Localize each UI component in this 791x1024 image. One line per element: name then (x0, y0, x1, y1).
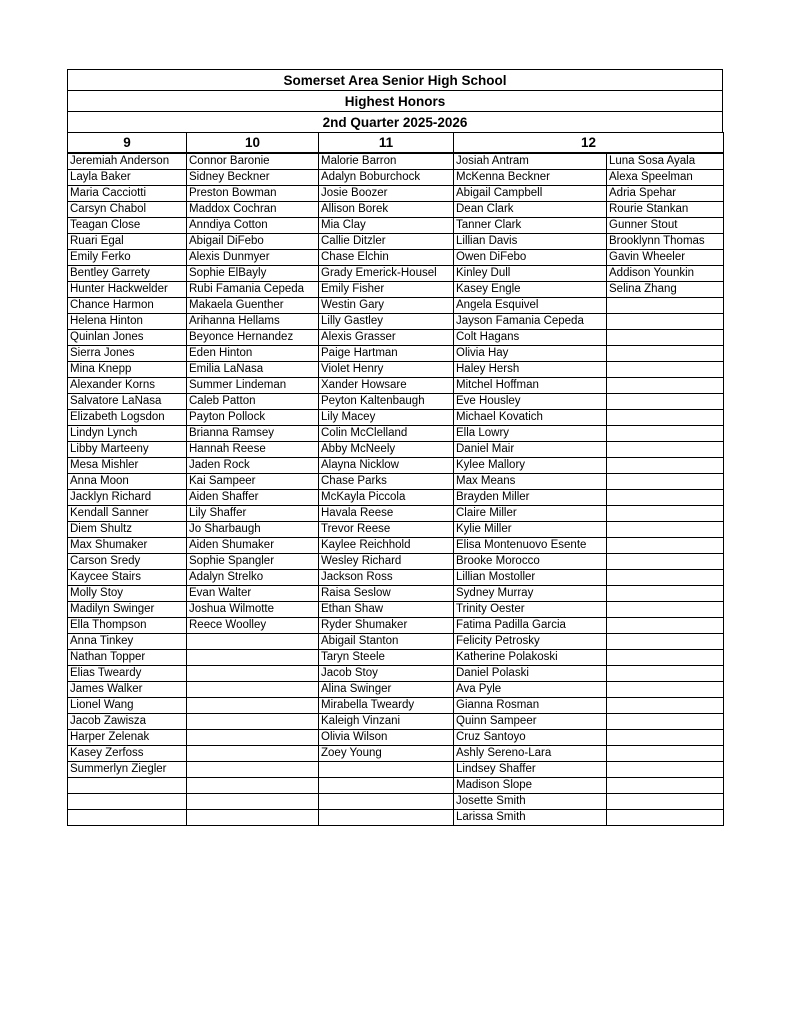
grade-12-student: Claire Miller (454, 505, 607, 521)
empty-cell (187, 809, 319, 825)
grade-9-student: Max Shumaker (68, 537, 187, 553)
grade-11-student: Malorie Barron (319, 153, 454, 170)
grade-11-header: 11 (319, 133, 454, 153)
grade-12-student: Fatima Padilla Garcia (454, 617, 607, 633)
grade-12-student: Brooke Morocco (454, 553, 607, 569)
grade-12-student: Alexa Speelman (607, 169, 724, 185)
grade-11-student: Mia Clay (319, 217, 454, 233)
grade-12-student: Rourie Stankan (607, 201, 724, 217)
table-row (68, 681, 724, 697)
table-row (68, 729, 724, 745)
grade-12-student: Felicity Petrosky (454, 633, 607, 649)
empty-cell (607, 633, 724, 649)
grade-11-student: Violet Henry (319, 361, 454, 377)
empty-cell (607, 697, 724, 713)
grade-9-student: Carsyn Chabol (68, 201, 187, 217)
grade-11-student: Adalyn Boburchock (319, 169, 454, 185)
grade-11-student: Westin Gary (319, 297, 454, 313)
grade-12-student: Tanner Clark (454, 217, 607, 233)
grade-9-student: Salvatore LaNasa (68, 393, 187, 409)
grade-11-student: Havala Reese (319, 505, 454, 521)
term-title: 2nd Quarter 2025-2026 (67, 111, 723, 132)
table-row (68, 697, 724, 713)
grade-12-student: Haley Hersh (454, 361, 607, 377)
grade-12-student: Trinity Oester (454, 601, 607, 617)
table-row (68, 793, 724, 809)
grade-11-student: Colin McClelland (319, 425, 454, 441)
grade-12-student: Adria Spehar (607, 185, 724, 201)
grade-10-student: Preston Bowman (187, 185, 319, 201)
grade-11-student: Ryder Shumaker (319, 617, 454, 633)
grade-10-student: Jaden Rock (187, 457, 319, 473)
grade-10-student: Sidney Beckner (187, 169, 319, 185)
grade-12-student: Josiah Antram (454, 153, 607, 170)
empty-cell (68, 793, 187, 809)
empty-cell (187, 681, 319, 697)
table-row (68, 473, 724, 489)
table-row (68, 345, 724, 361)
grade-12-student: Gavin Wheeler (607, 249, 724, 265)
grade-10-student: Payton Pollock (187, 409, 319, 425)
grade-12-student: Abigail Campbell (454, 185, 607, 201)
empty-cell (607, 601, 724, 617)
table-row (68, 329, 724, 345)
grade-12-student: Lillian Mostoller (454, 569, 607, 585)
empty-cell (607, 617, 724, 633)
grade-12-student: Colt Hagans (454, 329, 607, 345)
table-row (68, 409, 724, 425)
honor-roll-table (67, 132, 724, 826)
grade-12-student: Olivia Hay (454, 345, 607, 361)
table-row (68, 185, 724, 201)
grade-10-student: Sophie ElBayly (187, 265, 319, 281)
empty-cell (187, 665, 319, 681)
grade-12-student: Kylie Miller (454, 521, 607, 537)
grade-12-student: Gunner Stout (607, 217, 724, 233)
grade-10-student: Connor Baronie (187, 153, 319, 170)
empty-cell (187, 697, 319, 713)
empty-cell (319, 777, 454, 793)
grade-11-student: Jacob Stoy (319, 665, 454, 681)
grade-12-student: Owen DiFebo (454, 249, 607, 265)
table-row (68, 361, 724, 377)
grade-11-student: Wesley Richard (319, 553, 454, 569)
grade-11-student: Grady Emerick-Housel (319, 265, 454, 281)
empty-cell (607, 665, 724, 681)
grade-12-student: Daniel Polaski (454, 665, 607, 681)
grade-12-student: Max Means (454, 473, 607, 489)
empty-cell (187, 793, 319, 809)
empty-cell (607, 793, 724, 809)
grade-11-student: Jackson Ross (319, 569, 454, 585)
grade-11-student: Kaylee Reichhold (319, 537, 454, 553)
empty-cell (607, 537, 724, 553)
empty-cell (607, 729, 724, 745)
empty-cell (607, 377, 724, 393)
empty-cell (607, 649, 724, 665)
grade-12-student: Daniel Mair (454, 441, 607, 457)
grade-9-student: Teagan Close (68, 217, 187, 233)
grade-12-student: Mitchel Hoffman (454, 377, 607, 393)
empty-cell (607, 553, 724, 569)
grade-9-student: Anna Tinkey (68, 633, 187, 649)
grade-12-student: Elisa Montenuovo Esente (454, 537, 607, 553)
grade-9-student: Layla Baker (68, 169, 187, 185)
grade-9-student: Anna Moon (68, 473, 187, 489)
grade-12-student: Katherine Polakoski (454, 649, 607, 665)
grade-12-student: Josette Smith (454, 793, 607, 809)
empty-cell (319, 793, 454, 809)
grade-12-student: Lillian Davis (454, 233, 607, 249)
grade-10-student: Brianna Ramsey (187, 425, 319, 441)
grade-12-student: Kinley Dull (454, 265, 607, 281)
empty-cell (607, 441, 724, 457)
grade-11-student: Olivia Wilson (319, 729, 454, 745)
grade-12-student: Kylee Mallory (454, 457, 607, 473)
empty-cell (607, 809, 724, 825)
table-row (68, 281, 724, 297)
grade-10-student: Maddox Cochran (187, 201, 319, 217)
grade-11-student: McKayla Piccola (319, 489, 454, 505)
table-row (68, 169, 724, 185)
grade-9-student: Quinlan Jones (68, 329, 187, 345)
grade-9-student: Elizabeth Logsdon (68, 409, 187, 425)
table-row (68, 777, 724, 793)
grade-9-student: Ruari Egal (68, 233, 187, 249)
empty-cell (187, 649, 319, 665)
empty-cell (607, 329, 724, 345)
empty-cell (607, 345, 724, 361)
grade-10-header: 10 (187, 133, 319, 153)
grade-12-student: Dean Clark (454, 201, 607, 217)
empty-cell (319, 761, 454, 777)
empty-cell (607, 505, 724, 521)
grade-12-student: Quinn Sampeer (454, 713, 607, 729)
empty-cell (607, 409, 724, 425)
grade-10-student: Caleb Patton (187, 393, 319, 409)
table-row (68, 745, 724, 761)
grade-9-student: Alexander Korns (68, 377, 187, 393)
grade-9-student: Nathan Topper (68, 649, 187, 665)
grade-11-student: Mirabella Tweardy (319, 697, 454, 713)
grade-12-student: Ava Pyle (454, 681, 607, 697)
grade-10-student: Adalyn Strelko (187, 569, 319, 585)
empty-cell (68, 809, 187, 825)
grade-9-student: Hunter Hackwelder (68, 281, 187, 297)
grade-10-student: Makaela Guenther (187, 297, 319, 313)
grade-11-student: Chase Elchin (319, 249, 454, 265)
grade-9-student: Ella Thompson (68, 617, 187, 633)
grade-12-student: McKenna Beckner (454, 169, 607, 185)
empty-cell (607, 473, 724, 489)
grade-12-student: Larissa Smith (454, 809, 607, 825)
grade-10-student: Jo Sharbaugh (187, 521, 319, 537)
grade-12-student: Angela Esquivel (454, 297, 607, 313)
table-row (68, 425, 724, 441)
empty-cell (607, 361, 724, 377)
grade-11-student: Ethan Shaw (319, 601, 454, 617)
empty-cell (607, 489, 724, 505)
table-row (68, 809, 724, 825)
grade-11-student: Alina Swinger (319, 681, 454, 697)
table-row (68, 233, 724, 249)
grade-11-student: Emily Fisher (319, 281, 454, 297)
empty-cell (607, 297, 724, 313)
table-row (68, 489, 724, 505)
grade-9-student: Molly Stoy (68, 585, 187, 601)
table-row (68, 585, 724, 601)
table-row (68, 297, 724, 313)
empty-cell (607, 457, 724, 473)
grade-12-student: Lindsey Shaffer (454, 761, 607, 777)
grade-header-row (68, 133, 724, 153)
grade-9-student: Libby Marteeny (68, 441, 187, 457)
grade-12-student: Addison Younkin (607, 265, 724, 281)
empty-cell (607, 569, 724, 585)
table-row (68, 521, 724, 537)
grade-9-student: Jacob Zawisza (68, 713, 187, 729)
grade-12-student: Ashly Sereno-Lara (454, 745, 607, 761)
grade-10-student: Hannah Reese (187, 441, 319, 457)
table-row (68, 249, 724, 265)
table-row (68, 201, 724, 217)
grade-10-student: Summer Lindeman (187, 377, 319, 393)
table-row (68, 761, 724, 777)
empty-cell (187, 729, 319, 745)
grade-11-student: Kaleigh Vinzani (319, 713, 454, 729)
grade-11-student: Abby McNeely (319, 441, 454, 457)
grade-10-student: Joshua Wilmotte (187, 601, 319, 617)
grade-12-student: Ella Lowry (454, 425, 607, 441)
grade-10-student: Alexis Dunmyer (187, 249, 319, 265)
empty-cell (607, 521, 724, 537)
grade-10-student: Kai Sampeer (187, 473, 319, 489)
empty-cell (607, 681, 724, 697)
grade-12-student: Cruz Santoyo (454, 729, 607, 745)
grade-10-student: Eden Hinton (187, 345, 319, 361)
table-row (68, 617, 724, 633)
grade-11-student: Taryn Steele (319, 649, 454, 665)
empty-cell (607, 313, 724, 329)
table-row (68, 457, 724, 473)
grade-9-student: Jeremiah Anderson (68, 153, 187, 170)
grade-9-student: Elias Tweardy (68, 665, 187, 681)
school-title: Somerset Area Senior High School (67, 69, 723, 90)
grade-12-student: Eve Housley (454, 393, 607, 409)
grade-10-student: Aiden Shaffer (187, 489, 319, 505)
grade-11-student: Paige Hartman (319, 345, 454, 361)
grade-11-student: Trevor Reese (319, 521, 454, 537)
grade-9-student: Kasey Zerfoss (68, 745, 187, 761)
grade-9-student: Mesa Mishler (68, 457, 187, 473)
grade-9-student: Sierra Jones (68, 345, 187, 361)
table-row (68, 649, 724, 665)
table-row (68, 601, 724, 617)
grade-12-student: Jayson Famania Cepeda (454, 313, 607, 329)
grade-10-student: Aiden Shumaker (187, 537, 319, 553)
table-row (68, 441, 724, 457)
empty-cell (187, 745, 319, 761)
grade-12-student: Gianna Rosman (454, 697, 607, 713)
grade-9-student: Lindyn Lynch (68, 425, 187, 441)
empty-cell (607, 585, 724, 601)
grade-11-student: Callie Ditzler (319, 233, 454, 249)
table-row (68, 537, 724, 553)
grade-9-student: Jacklyn Richard (68, 489, 187, 505)
honor-roll-sheet (67, 69, 723, 826)
grade-10-student: Lily Shaffer (187, 505, 319, 521)
table-row (68, 153, 724, 170)
honor-title: Highest Honors (67, 90, 723, 111)
empty-cell (187, 633, 319, 649)
empty-cell (607, 425, 724, 441)
grade-11-student: Josie Boozer (319, 185, 454, 201)
grade-11-student: Lily Macey (319, 409, 454, 425)
empty-cell (607, 761, 724, 777)
empty-cell (187, 777, 319, 793)
table-row (68, 633, 724, 649)
grade-9-student: Maria Cacciotti (68, 185, 187, 201)
table-row (68, 569, 724, 585)
grade-9-student: Helena Hinton (68, 313, 187, 329)
grade-12-student: Sydney Murray (454, 585, 607, 601)
grade-10-student: Rubi Famania Cepeda (187, 281, 319, 297)
grade-11-student: Alayna Nicklow (319, 457, 454, 473)
grade-9-student: Bentley Garrety (68, 265, 187, 281)
table-row (68, 313, 724, 329)
grade-9-student: Mina Knepp (68, 361, 187, 377)
grade-9-student: Kendall Sanner (68, 505, 187, 521)
grade-9-student: Summerlyn Ziegler (68, 761, 187, 777)
grade-12-header: 12 (454, 133, 724, 153)
grade-9-student: Diem Shultz (68, 521, 187, 537)
grade-12-student: Michael Kovatich (454, 409, 607, 425)
table-row (68, 665, 724, 681)
grade-10-student: Anndiya Cotton (187, 217, 319, 233)
empty-cell (319, 809, 454, 825)
table-row (68, 393, 724, 409)
grade-12-student: Brooklynn Thomas (607, 233, 724, 249)
grade-10-student: Arihanna Hellams (187, 313, 319, 329)
grade-9-header: 9 (68, 133, 187, 153)
empty-cell (187, 761, 319, 777)
grade-10-student: Beyonce Hernandez (187, 329, 319, 345)
grade-9-student: Madilyn Swinger (68, 601, 187, 617)
grade-11-student: Raisa Seslow (319, 585, 454, 601)
table-row (68, 505, 724, 521)
grade-10-student: Evan Walter (187, 585, 319, 601)
table-row (68, 553, 724, 569)
grade-10-student: Sophie Spangler (187, 553, 319, 569)
grade-12-student: Brayden Miller (454, 489, 607, 505)
grade-10-student: Abigail DiFebo (187, 233, 319, 249)
grade-12-student: Luna Sosa Ayala (607, 153, 724, 170)
grade-9-student: Carson Sredy (68, 553, 187, 569)
grade-10-student: Emilia LaNasa (187, 361, 319, 377)
empty-cell (607, 745, 724, 761)
grade-10-student: Reece Woolley (187, 617, 319, 633)
grade-9-student: Harper Zelenak (68, 729, 187, 745)
grade-9-student: Chance Harmon (68, 297, 187, 313)
grade-9-student: James Walker (68, 681, 187, 697)
empty-cell (607, 777, 724, 793)
grade-11-student: Zoey Young (319, 745, 454, 761)
table-row (68, 217, 724, 233)
grade-11-student: Peyton Kaltenbaugh (319, 393, 454, 409)
grade-12-student: Kasey Engle (454, 281, 607, 297)
grade-12-student: Madison Slope (454, 777, 607, 793)
grade-11-student: Chase Parks (319, 473, 454, 489)
table-row (68, 713, 724, 729)
grade-9-student: Lionel Wang (68, 697, 187, 713)
grade-12-student: Selina Zhang (607, 281, 724, 297)
grade-11-student: Alexis Grasser (319, 329, 454, 345)
grade-11-student: Allison Borek (319, 201, 454, 217)
empty-cell (187, 713, 319, 729)
empty-cell (607, 393, 724, 409)
table-row (68, 265, 724, 281)
honor-roll-body (68, 153, 724, 826)
grade-9-student: Kaycee Stairs (68, 569, 187, 585)
grade-11-student: Abigail Stanton (319, 633, 454, 649)
grade-11-student: Lilly Gastley (319, 313, 454, 329)
empty-cell (68, 777, 187, 793)
empty-cell (607, 713, 724, 729)
table-row (68, 377, 724, 393)
grade-9-student: Emily Ferko (68, 249, 187, 265)
grade-11-student: Xander Howsare (319, 377, 454, 393)
